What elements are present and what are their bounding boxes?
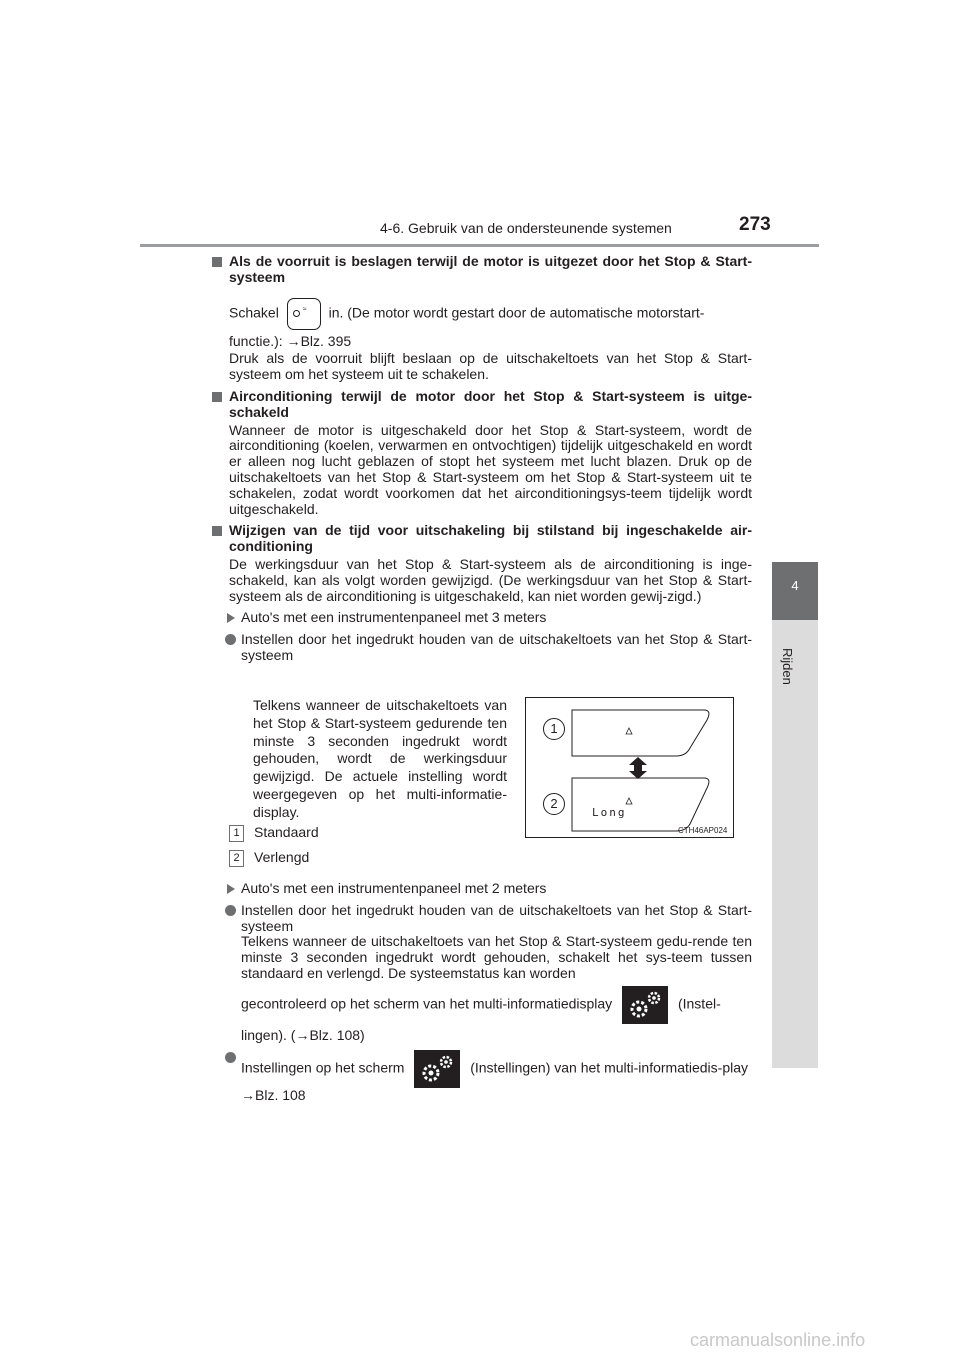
paragraph: Druk als de voorruit blijft beslaan op de uitschakeltoets van het Stop & Start-systeem om het systeem uit te schakelen. [229,350,752,383]
legend-text: Standaard [254,824,319,840]
paragraph [212,298,752,330]
list-item [212,881,752,897]
square-bullet-icon [212,526,222,536]
text: in. (De motor wordt gestart door de automatische motorstart- [328,304,705,321]
text: Instellen door het ingedrukt houden van de uitschakeltoets van het Stop & Start-systeem [241,901,752,934]
triangle-bullet-icon [227,884,235,894]
section-title: 4-6. Gebruik van de ondersteunende systemen [380,220,672,236]
page-content-lower [212,881,752,1109]
square-bullet-icon [212,392,222,402]
text: (Instel- [677,995,721,1012]
chapter-bar [772,620,818,1068]
square-bullet-icon [212,257,222,267]
paragraph: Wanneer de motor is uitgeschakeld door het Stop & Start-systeem, wordt de airconditioning (koelen, verwarmen en ontvochtigen) tijdelijk uitgeschakeld en wordt er alleen nog lucht geblazen of stopt het systeem met lucht blazen. Druk op de uitschakeltoets van het Stop & Start-systeem om het Stop & Start-systeem uit te schakelen, zodat wordt voorkomen dat het airconditioningsys-teem tijdelijk wordt uitgeschakeld. [229,421,752,517]
paragraph: functie.): →Blz. 395 [229,332,352,349]
paragraph: Telkens wanneer de uitschakeltoets van het Stop & Start-systeem gedu-rende ten minste 3 seconden ingedrukt wordt gehouden, schakelt het sys-teem tussen standaard en verlengd. De systeemstatus kan worden [241,933,752,981]
heading-defog [212,254,752,286]
heading-change-time [212,523,752,555]
page-content [212,254,752,670]
legend-number: 1 [229,825,244,842]
heading-aircon [212,389,752,421]
paragraph [212,986,752,1024]
heading-text: Airconditioning terwijl de motor door het Stop & Start-systeem is uitge-schakeld [229,387,752,420]
list-item [212,903,752,935]
chapter-label: Rijden [780,648,795,685]
list-item [212,1050,752,1088]
legend-item [229,824,319,842]
text: gecontroleerd op het scherm van het multi-informatiedisplay [241,995,613,1012]
display-illustration [525,697,734,838]
text: (Instellingen) van het multi-informatiedis-play [470,1059,749,1076]
triangle-bullet-icon [227,613,235,623]
legend-item [229,849,309,867]
heading-text: Als de voorruit is beslagen terwijl de motor is uitgezet door het Stop & Start-systeem [229,253,752,285]
front-defogger-button-icon [287,298,321,330]
legend-number: 2 [229,850,244,867]
circle-bullet-icon [225,905,236,916]
text: Instellen door het ingedrukt houden van de uitschakeltoets van het Stop & Start-systeem [241,631,752,663]
figure-callout-2: 2 [543,793,565,815]
circle-bullet-icon [225,634,236,645]
figure-description: Telkens wanneer de uitschakeltoets van het Stop & Start-systeem gedurende ten minste 3 seconden ingedrukt wordt gehouden, wordt de werkingsduur gewijzigd. De actuele instelling wordt weergegeven op het multi-informatie-display. [253,697,507,820]
settings-gear-icon [622,986,668,1024]
watermark: carmanualsonline.info [690,1330,866,1350]
figure-code: CTH46AP024 [678,826,728,835]
circle-bullet-icon [225,1052,236,1063]
circle-icon [293,310,300,317]
page-number: 273 [739,214,771,235]
list-item [212,610,752,626]
page-reference: →Blz. 108 [241,1086,306,1103]
settings-gear-icon [414,1050,460,1088]
text: Auto's met een instrumentenpaneel met 2 meters [241,880,547,896]
chapter-number: 4 [791,578,799,593]
paragraph: lingen). (→Blz. 108) [241,1026,365,1043]
heading-text: Wijzigen van de tijd voor uitschakeling bij stilstand bij ingeschakelde air-conditioning [229,522,752,555]
text: Schakel [229,304,279,321]
header-rule [140,244,819,247]
display-long-text: Long [592,806,627,819]
text: Auto's met een instrumentenpaneel met 3 meters [241,609,547,626]
defogger-icon: ≈ [302,305,307,313]
paragraph: De werkingsduur van het Stop & Start-systeem als de airconditioning is inge-schakeld, kan als volgt worden gewijzigd. (De werkingsduur van het Stop & Start-systeem als de airconditioning is uitgeschakeld, kan niet worden gewij-zigd.) [229,555,752,604]
list-item [212,632,752,664]
legend-text: Verlengd [254,849,310,865]
text: Instellingen op het scherm [241,1059,405,1076]
figure-callout-1: 1 [543,718,565,740]
